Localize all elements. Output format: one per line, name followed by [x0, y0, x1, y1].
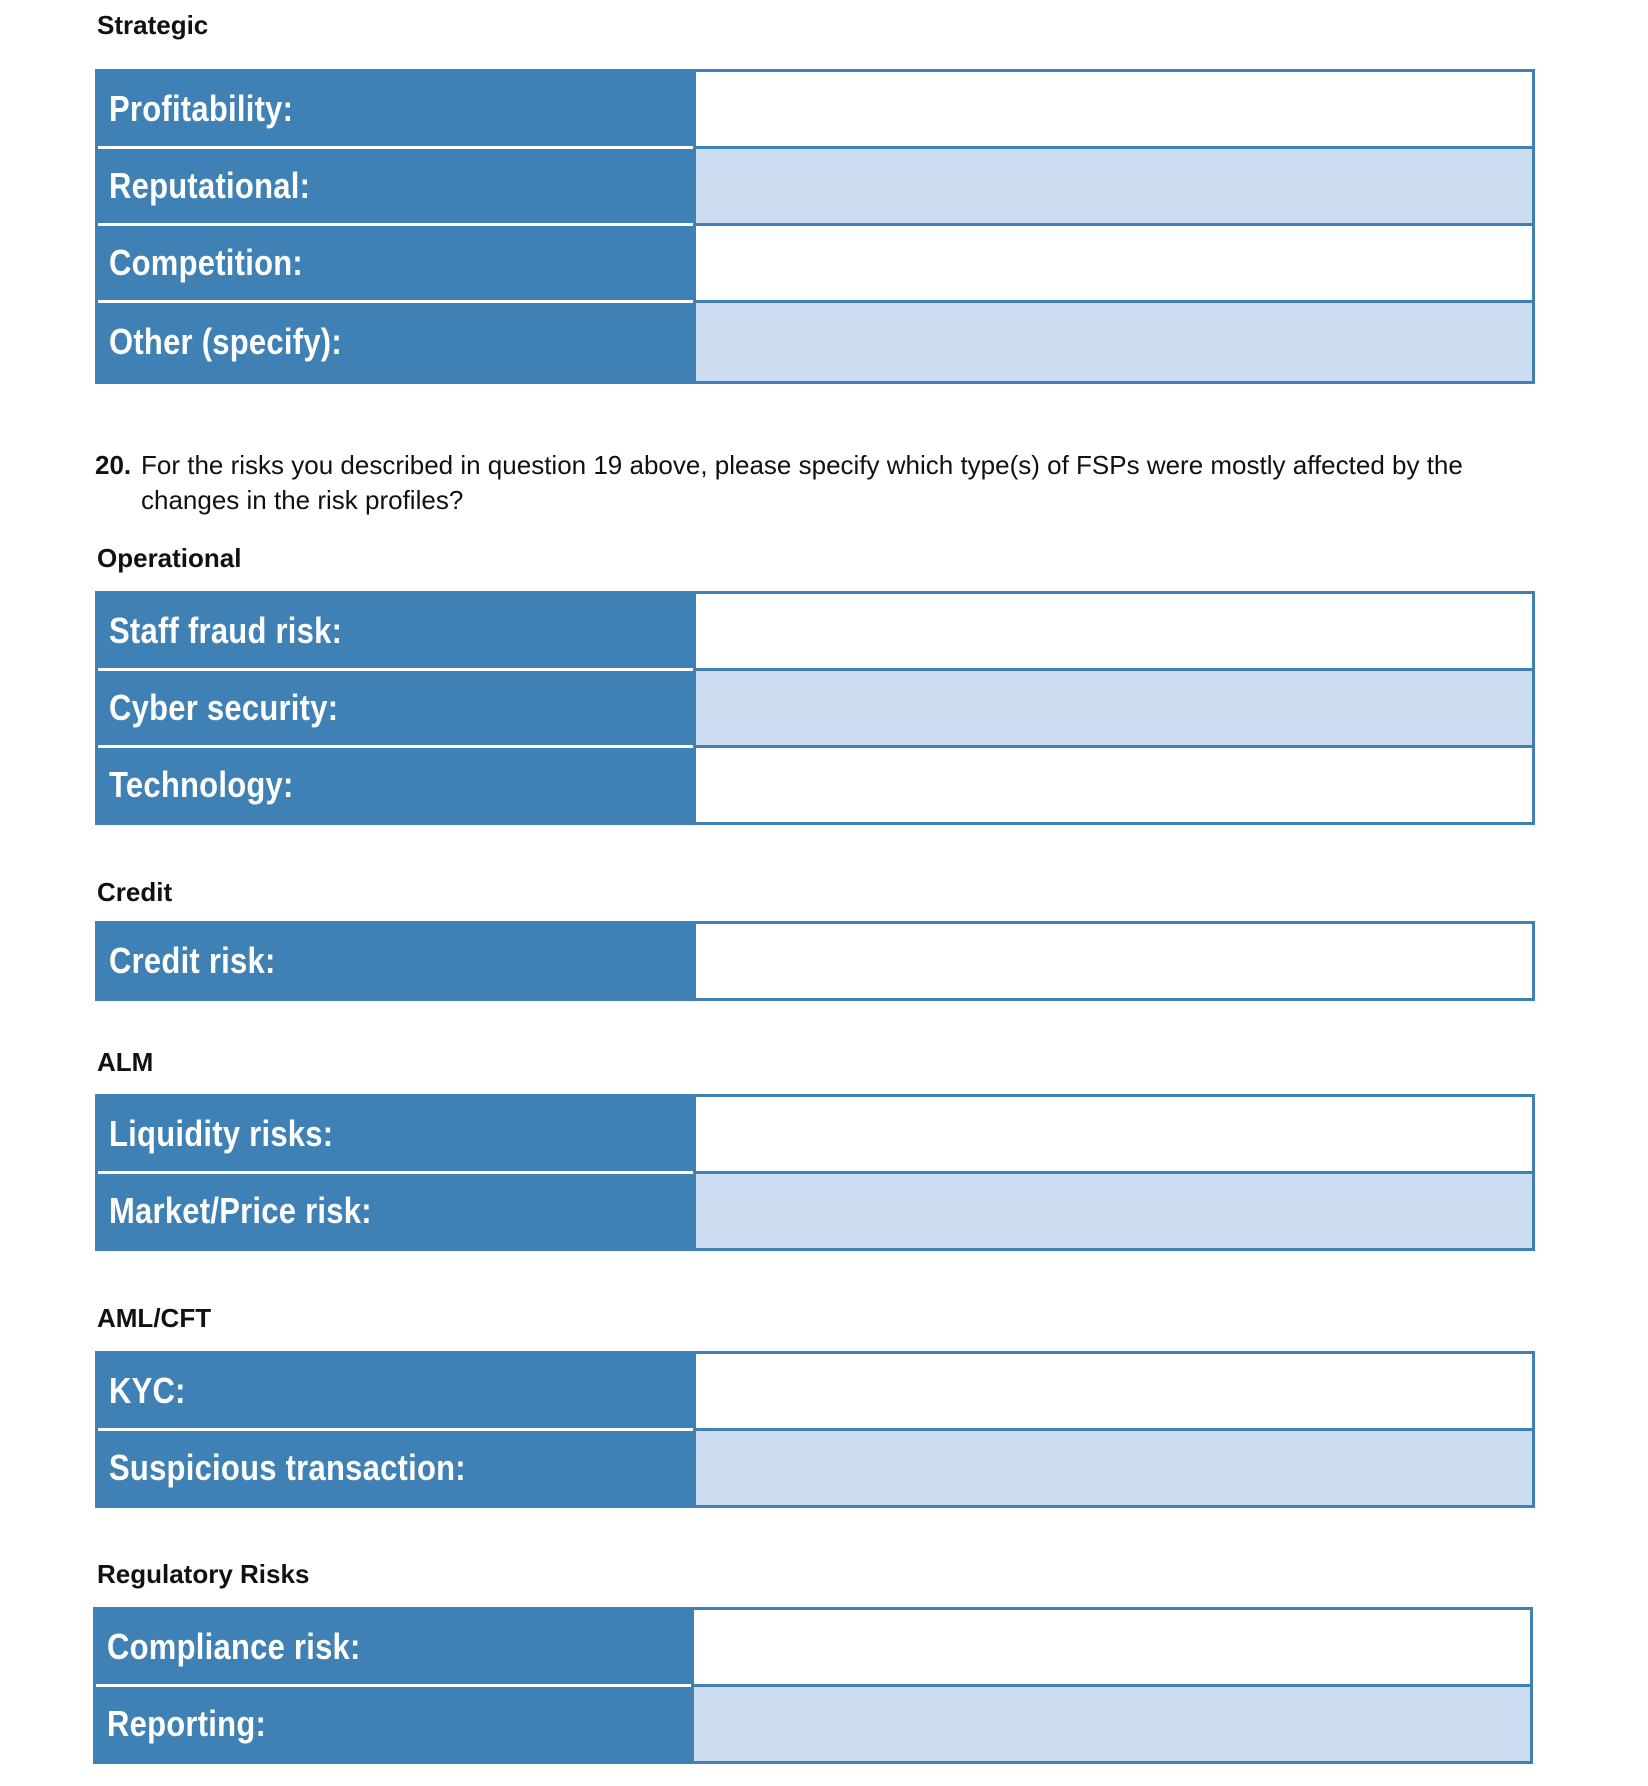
profitability-field[interactable] — [693, 72, 1532, 149]
form-row-compliance-risk — [96, 1610, 1530, 1687]
section-heading-regulatory-risks: Regulatory Risks — [97, 1559, 310, 1589]
row-label: Liquidity risks: — [98, 1097, 693, 1171]
row-label: Competition: — [98, 226, 693, 300]
form-row-suspicious-transaction — [98, 1431, 1532, 1505]
section-heading-aml-cft: AML/CFT — [97, 1303, 212, 1333]
suspicious-transaction-field[interactable] — [693, 1431, 1532, 1505]
market-price-risk-field[interactable] — [693, 1174, 1532, 1248]
section-heading-operational: Operational — [97, 543, 242, 573]
form-row-liquidity-risks — [98, 1097, 1532, 1174]
form-row-competition — [98, 226, 1532, 303]
section-heading-alm: ALM — [97, 1047, 154, 1077]
row-label: Reputational: — [98, 149, 693, 223]
row-label: Compliance risk: — [96, 1610, 691, 1684]
section-heading-credit: Credit — [97, 877, 173, 907]
compliance-risk-field[interactable] — [691, 1610, 1530, 1687]
form-row-staff-fraud-risk — [98, 594, 1532, 671]
row-label: Market/Price risk: — [98, 1174, 693, 1248]
form-row-profitability — [98, 72, 1532, 149]
technology-field[interactable] — [693, 748, 1532, 822]
question-text-line1: For the risks you described in question 19 above, please specify which type(s) of FSPs were mostly affected by the — [141, 450, 1463, 480]
credit-risk-field[interactable] — [693, 924, 1532, 998]
alm-table — [95, 1094, 1535, 1251]
operational-table — [95, 591, 1535, 825]
question-number: 20. — [95, 450, 132, 480]
form-row-technology — [98, 748, 1532, 822]
other-specify-field[interactable] — [693, 303, 1532, 381]
row-label: Credit risk: — [98, 924, 693, 998]
strategic-table — [95, 69, 1535, 384]
row-label: Cyber security: — [98, 671, 693, 745]
section-heading-strategic: Strategic — [97, 10, 209, 40]
row-label: Technology: — [98, 748, 693, 822]
staff-fraud-risk-field[interactable] — [693, 594, 1532, 671]
liquidity-risks-field[interactable] — [693, 1097, 1532, 1174]
form-row-kyc — [98, 1354, 1532, 1431]
reporting-field[interactable] — [691, 1687, 1530, 1761]
form-row-cyber-security — [98, 671, 1532, 748]
credit-table — [95, 921, 1535, 1001]
regulatory-risks-table — [93, 1607, 1533, 1764]
question-20 — [95, 448, 1550, 518]
form-row-reputational — [98, 149, 1532, 226]
row-label: Profitability: — [98, 72, 693, 146]
row-label: Suspicious transaction: — [98, 1431, 693, 1505]
competition-field[interactable] — [693, 226, 1532, 303]
form-row-reporting — [96, 1687, 1530, 1761]
reputational-field[interactable] — [693, 149, 1532, 226]
form-row-credit-risk — [98, 924, 1532, 998]
kyc-field[interactable] — [693, 1354, 1532, 1431]
form-row-other-specify — [98, 303, 1532, 381]
row-label: KYC: — [98, 1354, 693, 1428]
question-text-line2: changes in the risk profiles? — [141, 485, 464, 515]
row-label: Staff fraud risk: — [98, 594, 693, 668]
row-label: Reporting: — [96, 1687, 691, 1761]
aml-cft-table — [95, 1351, 1535, 1508]
form-row-market-price-risk — [98, 1174, 1532, 1248]
cyber-security-field[interactable] — [693, 671, 1532, 748]
row-label: Other (specify): — [98, 303, 693, 381]
